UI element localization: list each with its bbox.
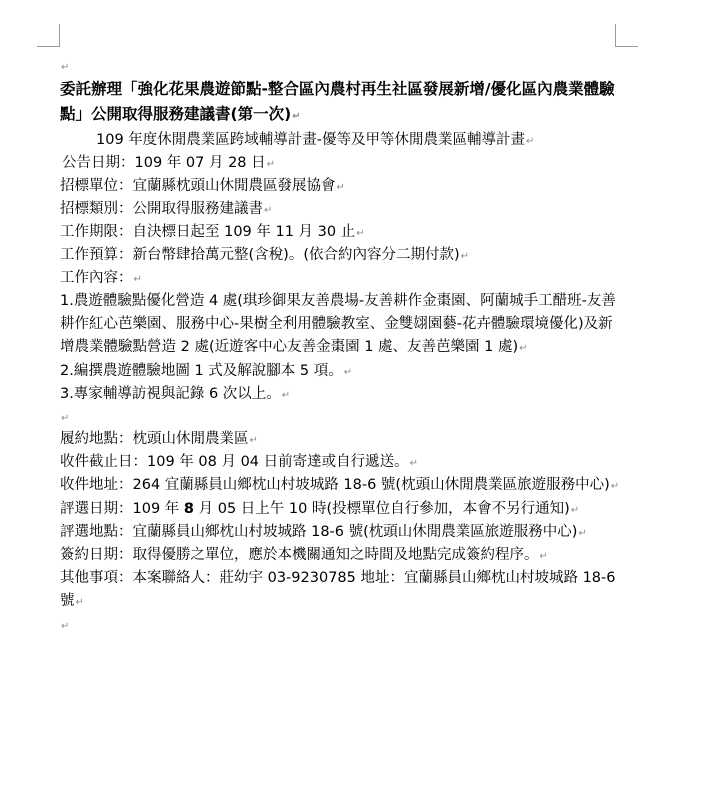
- paragraph-mark-icon: ↵: [266, 159, 276, 170]
- paragraph-mark-icon: ↵: [356, 228, 365, 239]
- work-budget: 工作預算：新台幣肆拾萬元整(含稅)。(依合約內容分二期付款)↵: [60, 247, 470, 263]
- paragraph-mark-icon: ↵: [578, 528, 587, 539]
- paragraph-mark-icon: ↵: [61, 413, 70, 424]
- paragraph-mark-icon: ↵: [264, 205, 273, 216]
- paragraph-mark-icon: ↵: [409, 458, 419, 469]
- paragraph-mark-icon: ↵: [460, 251, 470, 262]
- paragraph-mark-icon: ↵: [519, 343, 528, 354]
- tender-category: 招標類別：公開取得服務建議書↵: [60, 201, 273, 217]
- paragraph-mark-icon: ↵: [133, 274, 142, 285]
- work-content-label: 工作內容：↵: [60, 270, 142, 286]
- contract-location: 履約地點：枕頭山休閒農業區↵: [60, 431, 258, 447]
- review-place: 評選地點：宜蘭縣員山鄉枕山村坡城路 18-6 號(枕頭山休閒農業區旅遊服務中心)↵: [60, 524, 587, 540]
- tender-unit: 招標單位：宜蘭縣枕頭山休閒農區發展協會↵: [60, 178, 345, 194]
- paragraph-mark-icon: ↵: [526, 136, 535, 147]
- paragraph-mark-icon: ↵: [61, 62, 70, 73]
- review-date: 評選日期：109 年 8 月 05 日上午 10 時(投標單位自行參加，本會不另行通知)↵: [60, 501, 580, 517]
- document-title: 委託辦理「強化花果農遊節點-整合區內農村再生社區發展新增/優化區內農業體驗點」公開取得服務建議書(第一次)↵: [60, 80, 615, 123]
- sign-date: 簽約日期：取得優勝之單位，應於本機關通知之時間及地點完成簽約程序。↵: [60, 547, 548, 563]
- announce-date: 公告日期：109 年 07 月 28 日↵: [62, 155, 276, 171]
- work-item-3: 3.專家輔導訪視與記錄 6 次以上。↵: [60, 386, 291, 402]
- work-item-1: 1.農遊體驗點優化營造 4 處(琪珍御果友善農場-友善耕作金棗園、阿蘭城手工醋班-友善耕作紅心芭樂園、服務中心-果樹全利用體驗教室、金雙翃園藝-花卉體驗環境優化)及新增農業體驗點營造 2 處(近遊客中心友善金棗園 1 處、友善芭樂園 1 處)↵: [60, 293, 616, 355]
- paragraph-mark-icon: ↵: [570, 505, 580, 516]
- paragraph-mark-icon: ↵: [343, 367, 353, 378]
- paragraph-mark-icon: ↵: [281, 390, 291, 401]
- document-subtitle: 109 年度休閒農業區跨域輔導計畫-優等及甲等休閒農業區輔導計畫↵: [96, 132, 535, 148]
- paragraph-mark-icon: ↵: [75, 597, 84, 608]
- paragraph-mark-icon: ↵: [610, 481, 620, 492]
- submission-address: 收件地址：264 宜蘭縣員山鄉枕山村坡城路 18-6 號(枕頭山休閒農業區旅遊服務中心)↵: [60, 477, 620, 493]
- paragraph-mark-icon: ↵: [336, 182, 345, 193]
- crop-mark-top-left: [37, 24, 60, 47]
- other-matters: 其他事項：本案聯絡人：莊幼宇 03-9230785 地址：宜蘭縣員山鄉枕山村坡城路 18-6 號↵: [60, 570, 616, 609]
- paragraph-mark-icon: ↵: [539, 551, 548, 562]
- document-body: [60, 55, 620, 636]
- submission-deadline: 收件截止日：109 年 08 月 04 日前寄達或自行遞送。↵: [60, 454, 419, 470]
- paragraph-mark-icon: ↵: [292, 111, 301, 122]
- work-item-2: 2.編撰農遊體驗地圖 1 式及解說腳本 5 項。↵: [60, 363, 353, 379]
- paragraph-mark-icon: ↵: [61, 621, 70, 632]
- empty-paragraph: [60, 55, 620, 77]
- empty-paragraph: [60, 614, 620, 636]
- crop-mark-top-right: [615, 24, 638, 47]
- empty-paragraph: [60, 406, 620, 428]
- work-period: 工作期限：自決標日起至 109 年 11 月 30 止↵: [60, 224, 365, 240]
- paragraph-mark-icon: ↵: [249, 435, 258, 446]
